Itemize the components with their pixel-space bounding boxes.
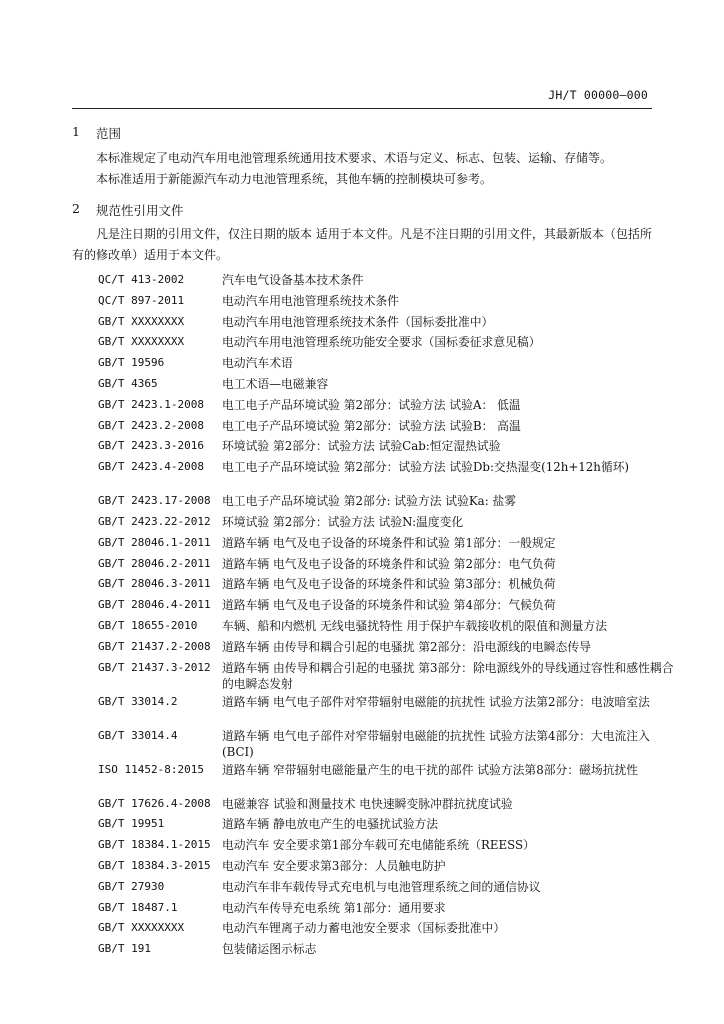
reference-row [98, 858, 678, 879]
reference-row [98, 376, 678, 397]
reference-title: 道路车辆 电气电子部件对窄带辐射电磁能的抗扰性 试验方法第2部分：电波暗室法 [222, 694, 650, 709]
reference-title: 电动汽车用电池管理系统技术条件（国标委批准中） [222, 314, 494, 329]
reference-row [98, 355, 678, 376]
reference-title: 电动汽车 安全要求第1部分车载可充电储能系统（REESS） [222, 838, 535, 853]
section-2-heading [72, 201, 184, 219]
reference-code: GB/T 21437.3-2012 [98, 660, 211, 674]
section-1-body [72, 148, 662, 190]
reference-list [98, 272, 678, 962]
reference-title: 电动汽车非车载传导式充电机与电池管理系统之间的通信协议 [222, 879, 541, 894]
reference-row [98, 272, 678, 293]
reference-code: ISO 11452-8:2015 [98, 762, 204, 776]
reference-row [98, 535, 678, 556]
reference-title: 道路车辆 电气及电子设备的环境条件和试验 第2部分：电气负荷 [222, 556, 556, 571]
section-1-number: 1 [72, 124, 80, 139]
reference-row [98, 418, 678, 439]
reference-row [98, 728, 678, 762]
reference-row [98, 576, 678, 597]
reference-title: 汽车电气设备基本技术条件 [222, 273, 364, 287]
reference-code: GB/T 18384.1-2015 [98, 838, 211, 852]
section-1-title: 范围 [96, 126, 122, 141]
section-1-para-1 [72, 148, 662, 169]
reference-title: 电动汽车 安全要求第3部分：人员触电防护 [222, 858, 446, 873]
reference-code: GB/T 2423.2-2008 [98, 418, 204, 432]
reference-row [98, 920, 678, 941]
reference-title: 电工电子产品环境试验 第2部分：试验方法 试验B： 高温 [222, 418, 521, 433]
reference-code: GB/T 33014.4 [98, 728, 178, 742]
section-1-para-2-text: 本标准适用于新能源汽车动力电池管理系统，其他车辆的控制模块可参考。 [96, 172, 493, 186]
reference-title: 道路车辆 静电放电产生的电骚扰试验方法 [222, 817, 439, 832]
reference-code: GB/T 191 [98, 942, 151, 956]
reference-row [98, 293, 678, 314]
reference-row [98, 660, 678, 694]
reference-row [98, 618, 678, 639]
reference-row [98, 762, 678, 796]
header-rule [72, 108, 652, 109]
document-code: JH/T 00000—000 [548, 88, 648, 102]
reference-row [98, 694, 678, 728]
reference-row [98, 796, 678, 817]
reference-row [98, 900, 678, 921]
reference-row [98, 639, 678, 660]
reference-title: 电工电子产品环境试验 第2部分：试验方法 试验Db:交热湿变(12h+12h循环) [222, 460, 630, 475]
reference-title: 电动汽车用电池管理系统技术条件 [222, 293, 399, 308]
reference-row [98, 837, 678, 858]
reference-title: 电工术语—电磁兼容 [222, 376, 329, 391]
reference-code: GB/T 18487.1 [98, 900, 178, 914]
reference-row [98, 459, 678, 493]
reference-code: GB/T 18655-2010 [98, 618, 198, 632]
reference-title: 电动汽车传导充电系统 第1部分：通用要求 [222, 900, 446, 915]
reference-code: QC/T 897-2011 [98, 293, 185, 307]
reference-row [98, 556, 678, 577]
reference-title: 道路车辆 电气电子部件对窄带辐射电磁能的抗扰性 试验方法第4部分：大电流注入(BCI) [222, 728, 650, 759]
reference-code: GB/T XXXXXXXX [98, 921, 185, 935]
reference-code: GB/T XXXXXXXX [98, 335, 185, 349]
reference-row [98, 816, 678, 837]
reference-row [98, 941, 678, 962]
reference-code: GB/T 2423.1-2008 [98, 397, 204, 411]
section-2-intro: 凡是注日期的引用文件，仅注日期的版本 适用于本文件。凡是不注日期的引用文件，其最新版本（包括所有的修改单）适用于本文件。 [72, 227, 652, 262]
reference-title: 电动汽车用电池管理系统功能安全要求（国标委征求意见稿） [222, 335, 541, 350]
section-1-heading [72, 124, 121, 142]
section-2-number: 2 [72, 201, 80, 216]
reference-code: GB/T 2423.4-2008 [98, 460, 204, 474]
reference-code: GB/T 19596 [98, 356, 165, 370]
reference-row [98, 597, 678, 618]
reference-code: GB/T 28046.4-2011 [98, 598, 211, 612]
reference-row [98, 514, 678, 535]
reference-code: GB/T 28046.1-2011 [98, 535, 211, 549]
reference-title: 道路车辆 电气及电子设备的环境条件和试验 第3部分：机械负荷 [222, 577, 556, 592]
reference-title: 道路车辆 电气及电子设备的环境条件和试验 第1部分：一般规定 [222, 535, 556, 550]
section-1-para-2 [72, 169, 662, 190]
reference-code: GB/T XXXXXXXX [98, 314, 185, 328]
reference-code: GB/T 2423.3-2016 [98, 439, 204, 453]
reference-title: 道路车辆 由传导和耦合引起的电骚扰 第3部分：除电源线外的导线通过容性和感性耦合的电瞬态发射 [222, 660, 674, 691]
reference-code: GB/T 17626.4-2008 [98, 796, 211, 810]
reference-code: GB/T 2423.22-2012 [98, 514, 211, 528]
reference-title: 包装储运图示标志 [222, 942, 317, 957]
reference-code: GB/T 28046.2-2011 [98, 556, 211, 570]
reference-row [98, 314, 678, 335]
reference-row [98, 879, 678, 900]
reference-title: 电工电子产品环境试验 第2部分: 试验方法 试验Ka: 盐雾 [222, 494, 517, 509]
reference-code: GB/T 28046.3-2011 [98, 577, 211, 591]
reference-title: 电动汽车锂离子动力蓄电池安全要求（国标委批准中） [222, 921, 506, 936]
reference-code: GB/T 18384.3-2015 [98, 858, 211, 872]
reference-title: 道路车辆 电气及电子设备的环境条件和试验 第4部分：气候负荷 [222, 598, 556, 613]
reference-title: 道路车辆 由传导和耦合引起的电骚扰 第2部分：沿电源线的电瞬态传导 [222, 639, 591, 654]
section-2-title: 规范性引用文件 [96, 203, 184, 218]
reference-title: 电工电子产品环境试验 第2部分：试验方法 试验A： 低温 [222, 397, 521, 412]
reference-title: 电磁兼容 试验和测量技术 电快速瞬变脉冲群抗扰度试验 [222, 796, 513, 811]
reference-code: GB/T 4365 [98, 376, 158, 390]
reference-title: 电动汽车术语 [222, 356, 293, 371]
reference-code: QC/T 413-2002 [98, 273, 185, 286]
reference-code: GB/T 2423.17-2008 [98, 494, 211, 508]
reference-row [98, 397, 678, 418]
reference-title: 环境试验 第2部分：试验方法 试验N:温度变化 [222, 514, 464, 529]
reference-code: GB/T 33014.2 [98, 694, 178, 708]
section-1-para-1-text: 本标准规定了电动汽车用电池管理系统通用技术要求、术语与定义、标志、包装、运输、存储等。 [96, 151, 613, 165]
reference-row [98, 493, 678, 514]
reference-title: 车辆、船和内燃机 无线电骚扰特性 用于保护车载接收机的限值和测量方法 [222, 618, 608, 633]
reference-title: 环境试验 第2部分：试验方法 试验Cab:恒定湿热试验 [222, 439, 501, 454]
reference-title: 道路车辆 窄带辐射电磁能量产生的电干扰的部件 试验方法第8部分：磁场抗扰性 [222, 762, 639, 777]
reference-code: GB/T 19951 [98, 817, 165, 831]
reference-code: GB/T 27930 [98, 879, 165, 893]
reference-row [98, 334, 678, 355]
reference-row [98, 438, 678, 459]
reference-code: GB/T 21437.2-2008 [98, 639, 211, 653]
